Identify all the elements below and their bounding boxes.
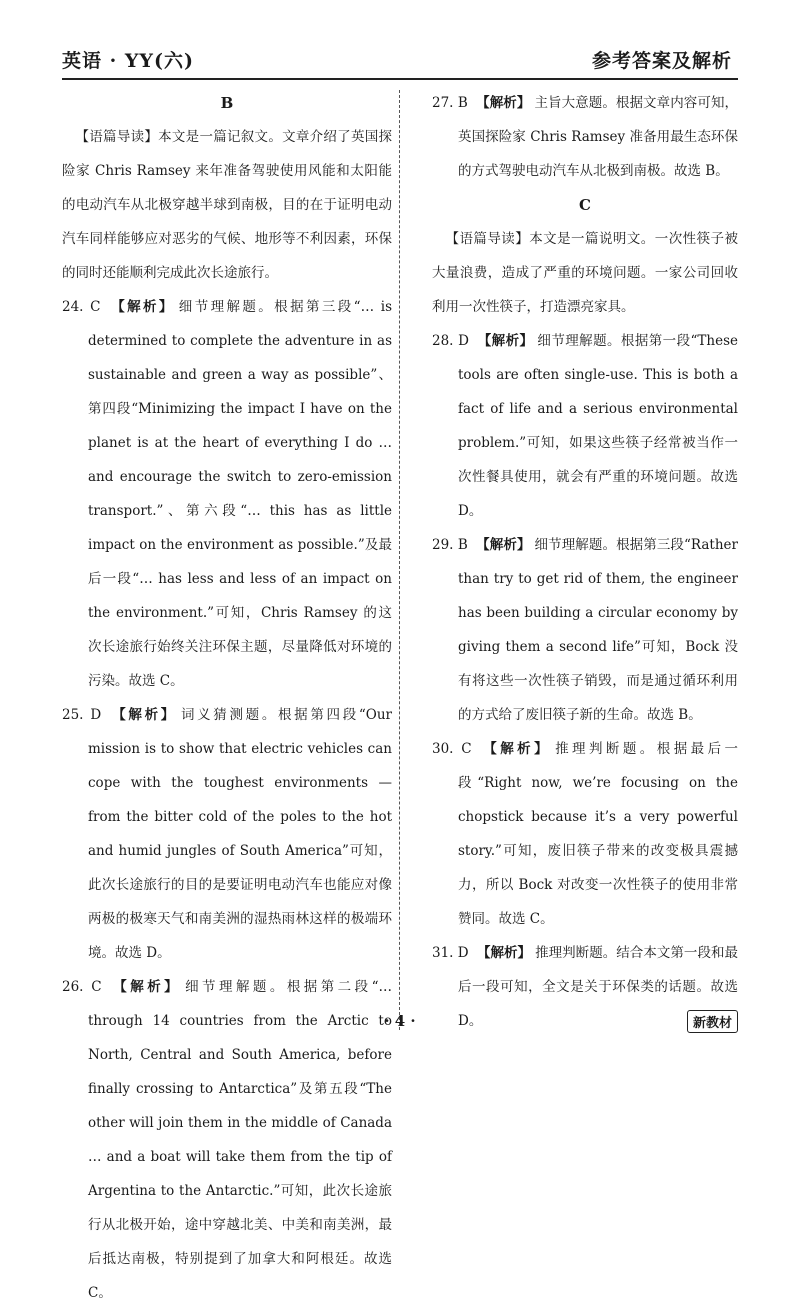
answer-text: 细节理解题。根据第二段“… through 14 countries from the Arctic to North, Central and South America, before finally crossing to Antarctica”及第五段“The other will join them in the middle of Canada … and a boat will take them from the tip of Argentina to the Antarctic.”可知，此次长途旅行从北极开始，途中穿越北美、中美和南美洲，最后抵达南极，特别提到了加拿大和阿根廷。故选 C。	[88, 979, 392, 1301]
analysis-tag: 【解析】	[476, 95, 531, 111]
answer-number: 27. B	[432, 95, 468, 111]
section-b-title: B	[220, 94, 234, 112]
answer-text: 主旨大意题。根据文章内容可知，英国探险家 Chris Ramsey 准备用最生态环保的方式驾驶电动汽车从北极到南极。故选 B。	[458, 95, 739, 179]
answer-number: 25. D	[62, 707, 102, 723]
answer-number: 26. C	[62, 979, 102, 995]
answer-number: 31. D	[432, 945, 469, 961]
analysis-tag: 【解析】	[113, 979, 182, 995]
analysis-tag: 【解析】	[476, 945, 532, 961]
column-divider	[399, 90, 400, 1030]
answer-number: 29. B	[432, 537, 468, 553]
header-divider	[62, 78, 738, 80]
right-column	[432, 86, 738, 1038]
left-column	[62, 86, 392, 1310]
analysis-tag: 【解析】	[476, 537, 531, 553]
analysis-tag: 【解析】	[483, 741, 552, 757]
answer-27	[432, 86, 738, 188]
section-c-title: C	[579, 196, 591, 214]
section-c-intro: 【语篇导读】本文是一篇说明文。一次性筷子被大量浪费，造成了严重的环境问题。一家公司回收利用一次性筷子，打造漂亮家具。	[432, 231, 738, 315]
answer-text: 推理判断题。结合本文第一段和最后一段可知，全文是关于环保类的话题。故选 D。	[458, 945, 739, 1029]
analysis-tag: 【解析】	[112, 707, 177, 723]
answer-number: 30. C	[432, 741, 472, 757]
answer-text: 细节理解题。根据第三段“Rather than try to get rid of them, the engineer has been building a circular economy by giving them a second life”可知，Bock 没有将这些一次性筷子销毁，而是通过循环利用的方式给了废旧筷子新的生命。故选 B。	[458, 537, 738, 723]
answer-28	[432, 324, 738, 528]
header-title: 英语 · YY(六)	[62, 50, 194, 72]
answer-number: 24. C	[62, 299, 101, 315]
answer-30	[432, 732, 738, 936]
answer-text: 推理判断题。根据最后一段“Right now, we’re focusing on the chopstick because it’s a very powerful story.”可知，废旧筷子带来的改变极具震撼力，所以 Bock 对改变一次性筷子的使用非常赞同。故选 C。	[458, 741, 739, 927]
edition-badge: 新教材	[687, 1010, 738, 1033]
answer-text: 细节理解题。根据第一段“These tools are often single-use. This is both a fact of life and a serious environmental problem.”可知，如果这些筷子经常被当作一次性餐具使用，就会有严重的环境问题。故选 D。	[458, 333, 739, 519]
answer-24	[62, 290, 392, 698]
answer-text: 细节理解题。根据第三段“… is determined to complete the adventure in as sustainable and green a way as possible”、第四段“Minimizing the impact I have on the planet is at the heart of everything I do … and encourage the switch to zero-emission transport.”、第六段“… this has as little impact on the environment as possible.”及最后一段“… has less and less of an impact on the environment.”可知，Chris Ramsey 的这次长途旅行始终关注环保主题，尽量降低对环境的污染。故选 C。	[88, 299, 393, 689]
analysis-tag: 【解析】	[477, 333, 534, 349]
analysis-tag: 【解析】	[111, 299, 175, 315]
page-number: · 4 ·	[384, 1012, 416, 1030]
answer-25	[62, 698, 392, 970]
section-b-intro: 【语篇导读】本文是一篇记叙文。文章介绍了英国探险家 Chris Ramsey 来年准备驾驶使用风能和太阳能的电动汽车从北极穿越半球到南极，目的在于证明电动汽车同样能够应对恶劣的气候、地形等不利因素，环保的同时还能顺利完成此次长途旅行。	[62, 129, 392, 281]
answer-text: 词义猜测题。根据第四段“Our mission is to show that electric vehicles can cope with the toughest environments — from the bitter cold of the poles to the hot and humid jungles of South America”可知，此次长途旅行的目的是要证明电动汽车也能应对像两极的极寒天气和南美洲的湿热雨林这样的极端环境。故选 D。	[88, 707, 392, 961]
header-subtitle: 参考答案及解析	[591, 50, 732, 72]
answer-number: 28. D	[432, 333, 470, 349]
answer-29	[432, 528, 738, 732]
